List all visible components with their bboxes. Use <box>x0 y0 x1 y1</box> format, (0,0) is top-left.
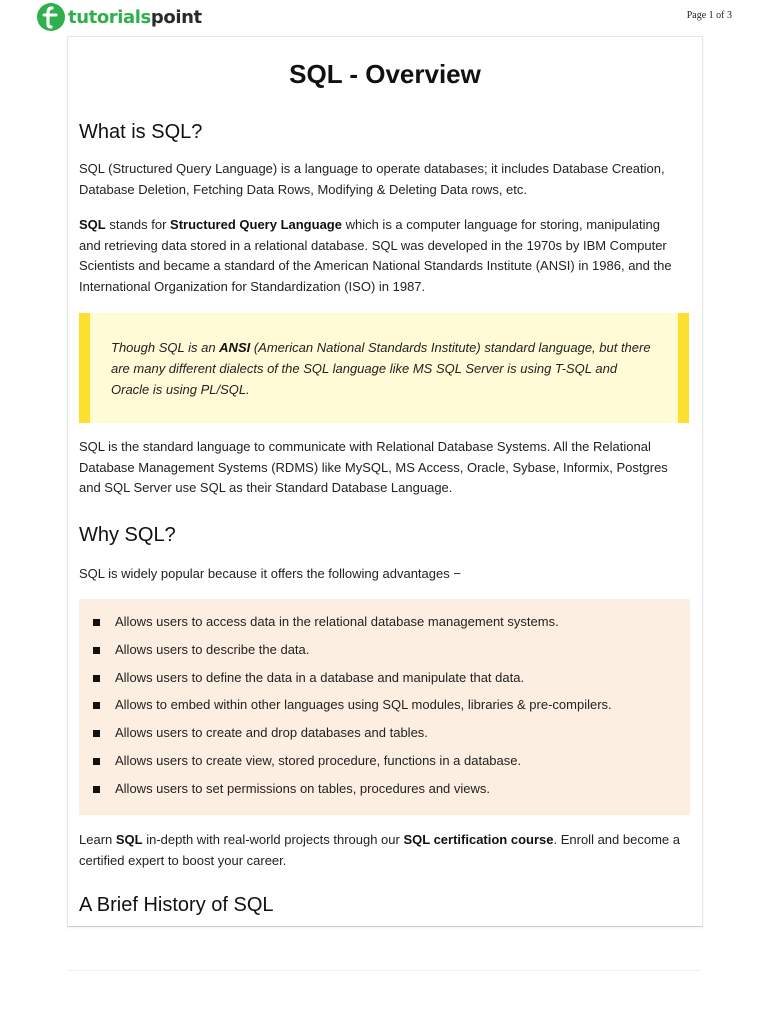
brand-part1: tutorials <box>68 6 151 28</box>
paragraph-learn-sql <box>79 830 685 871</box>
advantages-list-box <box>79 599 690 815</box>
list-item-text: Allows users to set permissions on tables, procedures and views. <box>115 780 491 796</box>
list-item <box>79 640 612 668</box>
next-page-edge <box>67 970 701 973</box>
section-heading-what-is-sql: What is SQL? <box>79 121 203 143</box>
page-title: SQL - Overview <box>289 59 481 89</box>
paragraph-sql-history <box>79 215 685 297</box>
list-item-text: Allows users to define the data in a database and manipulate that data. <box>115 669 525 685</box>
note-box <box>79 313 689 423</box>
bold-sql: SQL <box>79 217 106 232</box>
list-item <box>79 695 612 723</box>
bold-sql: SQL <box>115 832 143 847</box>
text-span: in-depth with real-world projects through our <box>142 832 404 847</box>
list-item <box>79 668 612 696</box>
paragraph-advantages-intro: SQL is widely popular because it offers the following advantages − <box>79 566 461 581</box>
list-item-text: Allows users to create and drop databases and tables. <box>115 725 428 741</box>
paragraph-standard-language: SQL is the standard language to communicate with Relational Database Systems. All the Relational Database Management Systems (RDMS) like MySQL, MS Access, Oracle, Sybase, Informix, Postgres and SQL Server use SQL as their Standard Database Language. <box>79 439 668 495</box>
sql-certification-course-link[interactable]: SQL certification course <box>403 832 554 847</box>
text-span: which is a computer language for storing, manipulating and retrieving data stored in a relational database. SQL was developed in the 1970s by IBM Computer Scientists and became a standard of the American National Standards Institute (ANSI) in 1986, and the International Organization for Standardization (ISO) in 1987. <box>79 217 672 294</box>
square-bullet-icon <box>93 758 100 765</box>
square-bullet-icon <box>93 619 100 626</box>
paragraph-sql-definition: SQL (Structured Query Language) is a language to operate databases; it includes Database Creation, Database Deletion, Fetching Data Rows, Modifying & Deleting Data rows, etc. <box>79 161 665 197</box>
advantages-list <box>79 612 612 807</box>
square-bullet-icon <box>93 675 100 682</box>
tutorialspoint-logo[interactable] <box>37 2 202 32</box>
document-page <box>67 36 703 927</box>
brand-part2: point <box>150 6 202 28</box>
text-span: (American National Standards Institute) standard language, but there are many different dialects of the SQL language like MS SQL Server is using T-SQL and Oracle is using PL/SQL. <box>111 340 651 397</box>
text-span: Though SQL is an <box>111 340 220 355</box>
list-item <box>79 612 612 640</box>
list-item-text: Allows users to access data in the relational database management systems. <box>115 614 559 629</box>
list-item <box>79 779 612 807</box>
brand-name <box>68 7 202 28</box>
section-heading-why-sql: Why SQL? <box>79 524 176 546</box>
section-heading-brief-history: A Brief History of SQL <box>79 894 274 916</box>
square-bullet-icon <box>93 786 100 793</box>
text-span: . Enroll and become a certified expert to boost your career. <box>79 832 680 868</box>
text-span: Learn <box>79 832 116 847</box>
list-item <box>79 751 612 779</box>
page-indicator: Page 1 of 3 <box>686 10 732 21</box>
list-item <box>79 723 612 751</box>
square-bullet-icon <box>93 730 100 737</box>
list-item-text: Allows to embed within other languages using SQL modules, libraries & pre-compilers. <box>115 697 612 713</box>
square-bullet-icon <box>93 647 100 654</box>
list-item-text: Allows users to describe the data. <box>115 641 310 657</box>
bold-structured-query-language: Structured Query Language <box>170 217 342 232</box>
square-bullet-icon <box>93 702 100 709</box>
note-text <box>111 337 651 400</box>
bold-ansi: ANSI <box>219 340 251 355</box>
list-item-text: Allows users to create view, stored procedure, functions in a database. <box>115 752 522 768</box>
tutorialspoint-logo-icon <box>37 3 65 31</box>
text-span: stands for <box>105 217 171 232</box>
